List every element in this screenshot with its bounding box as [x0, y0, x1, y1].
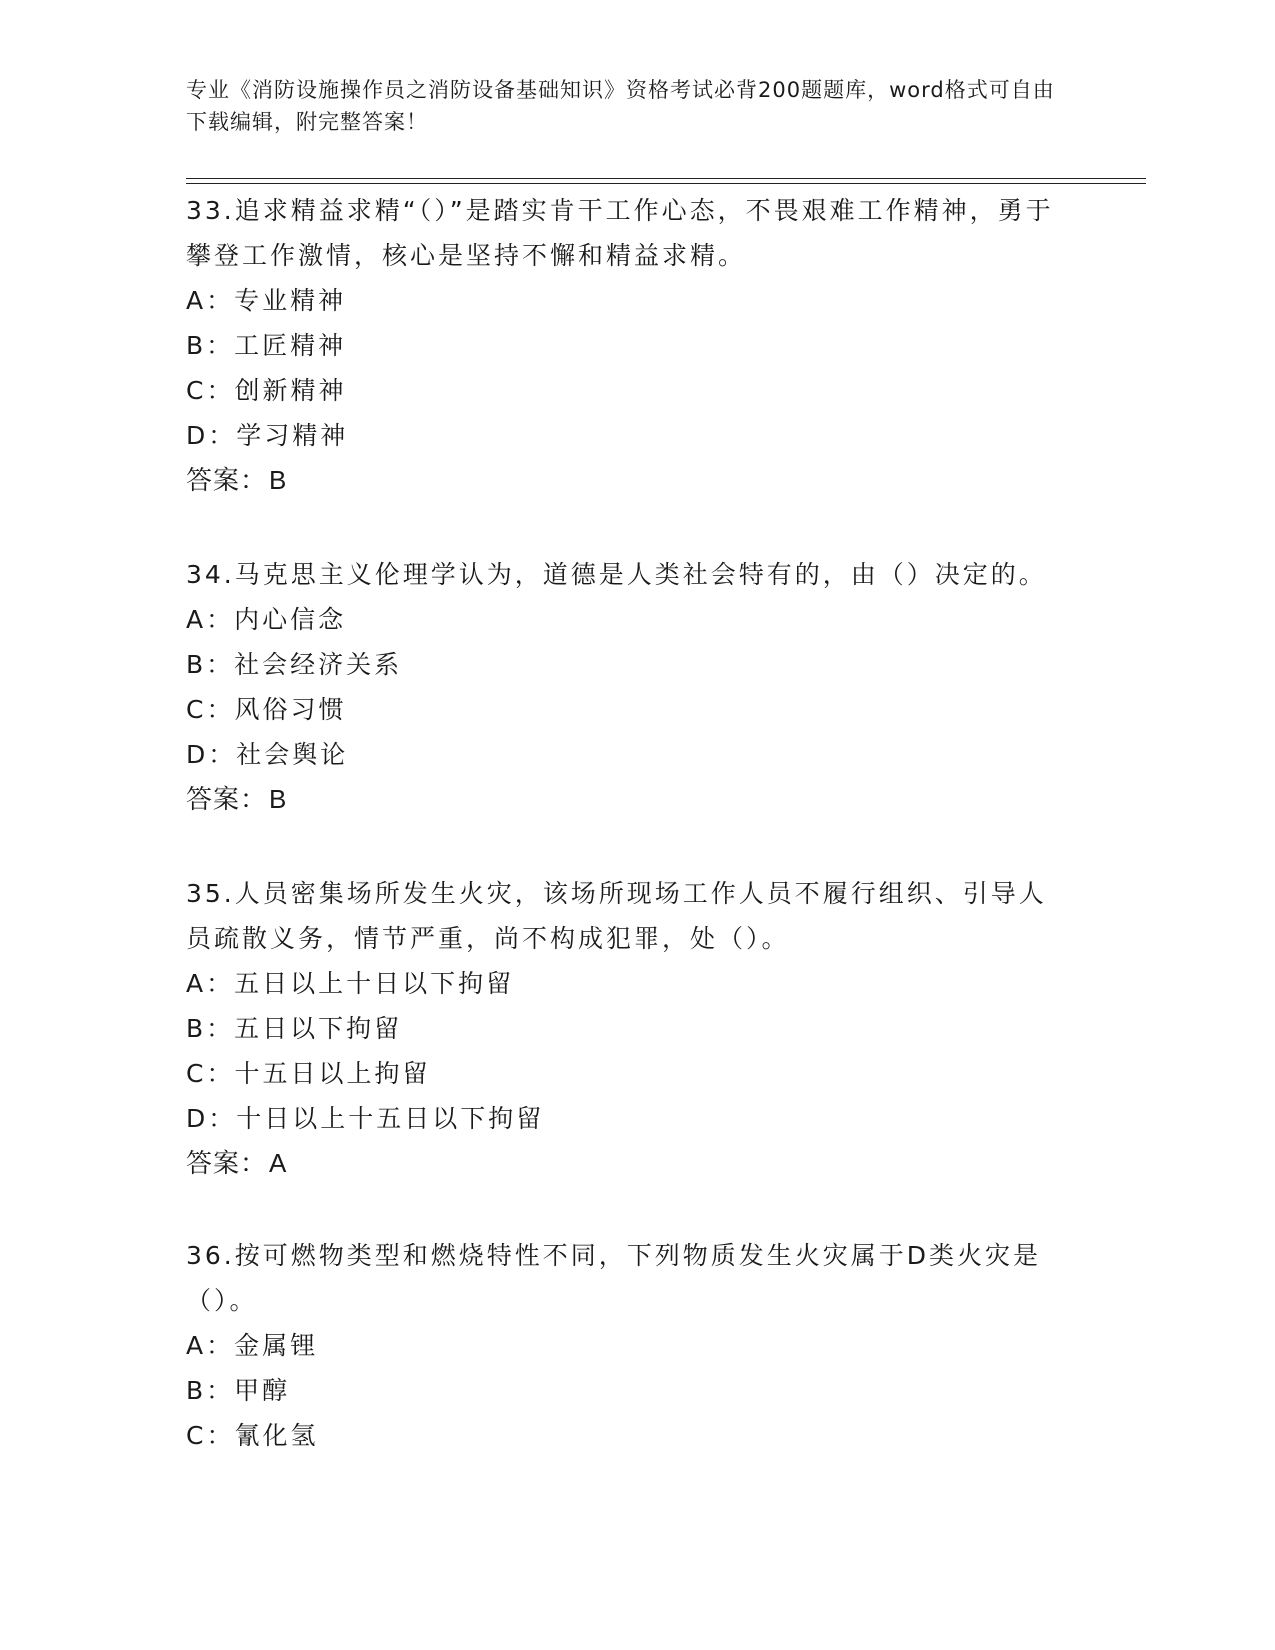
answer-line	[186, 777, 1066, 822]
answer-line	[186, 458, 1066, 503]
option-b: B：五日以下拘留	[186, 1014, 403, 1043]
answer-label: 答案：	[186, 465, 268, 495]
document-title: 专业《消防设施操作员之消防设备基础知识》资格考试必背200题题库，word格式可自由下载编辑，附完整答案！	[186, 78, 1055, 134]
option-a: A：专业精神	[186, 286, 347, 315]
question-text: 33.追求精益求精“（）”是踏实肯干工作心态，不畏艰难工作精神，勇于攀登工作激情，核心是坚持不懈和精益求精。	[186, 196, 1054, 270]
option-d: D：学习精神	[186, 421, 349, 450]
option-b: B：社会经济关系	[186, 650, 403, 679]
question-text: 36.按可燃物类型和燃烧特性不同，下列物质发生火灾属于D类火灾是（）。	[186, 1241, 1042, 1315]
question-block	[186, 1233, 1066, 1458]
question-block	[186, 871, 1066, 1186]
document-header	[186, 74, 1066, 138]
option-d: D：十日以上十五日以下拘留	[186, 1104, 545, 1133]
header-divider-top	[186, 178, 1146, 179]
answer-line	[186, 1141, 1066, 1186]
question-block	[186, 188, 1066, 503]
option-d: D：社会舆论	[186, 740, 349, 769]
answer-value: B	[269, 465, 288, 495]
option-b: B：甲醇	[186, 1376, 291, 1405]
option-c: C：十五日以上拘留	[186, 1059, 431, 1088]
question-text: 34.马克思主义伦理学认为，道德是人类社会特有的，由（）决定的。	[186, 560, 1047, 589]
header-divider-bottom	[186, 183, 1146, 184]
option-a: A：金属锂	[186, 1331, 319, 1360]
option-c: C：风俗习惯	[186, 695, 347, 724]
answer-value: B	[269, 784, 288, 814]
answer-label: 答案：	[186, 1148, 268, 1178]
answer-value: A	[269, 1148, 288, 1178]
answer-label: 答案：	[186, 784, 268, 814]
option-a: A：五日以上十日以下拘留	[186, 969, 515, 998]
option-c: C：创新精神	[186, 376, 347, 405]
option-c: C：氰化氢	[186, 1421, 319, 1450]
question-block	[186, 552, 1066, 822]
question-text: 35.人员密集场所发生火灾，该场所现场工作人员不履行组织、引导人员疏散义务，情节严重，尚不构成犯罪，处（）。	[186, 879, 1047, 953]
option-a: A：内心信念	[186, 605, 347, 634]
option-b: B：工匠精神	[186, 331, 347, 360]
